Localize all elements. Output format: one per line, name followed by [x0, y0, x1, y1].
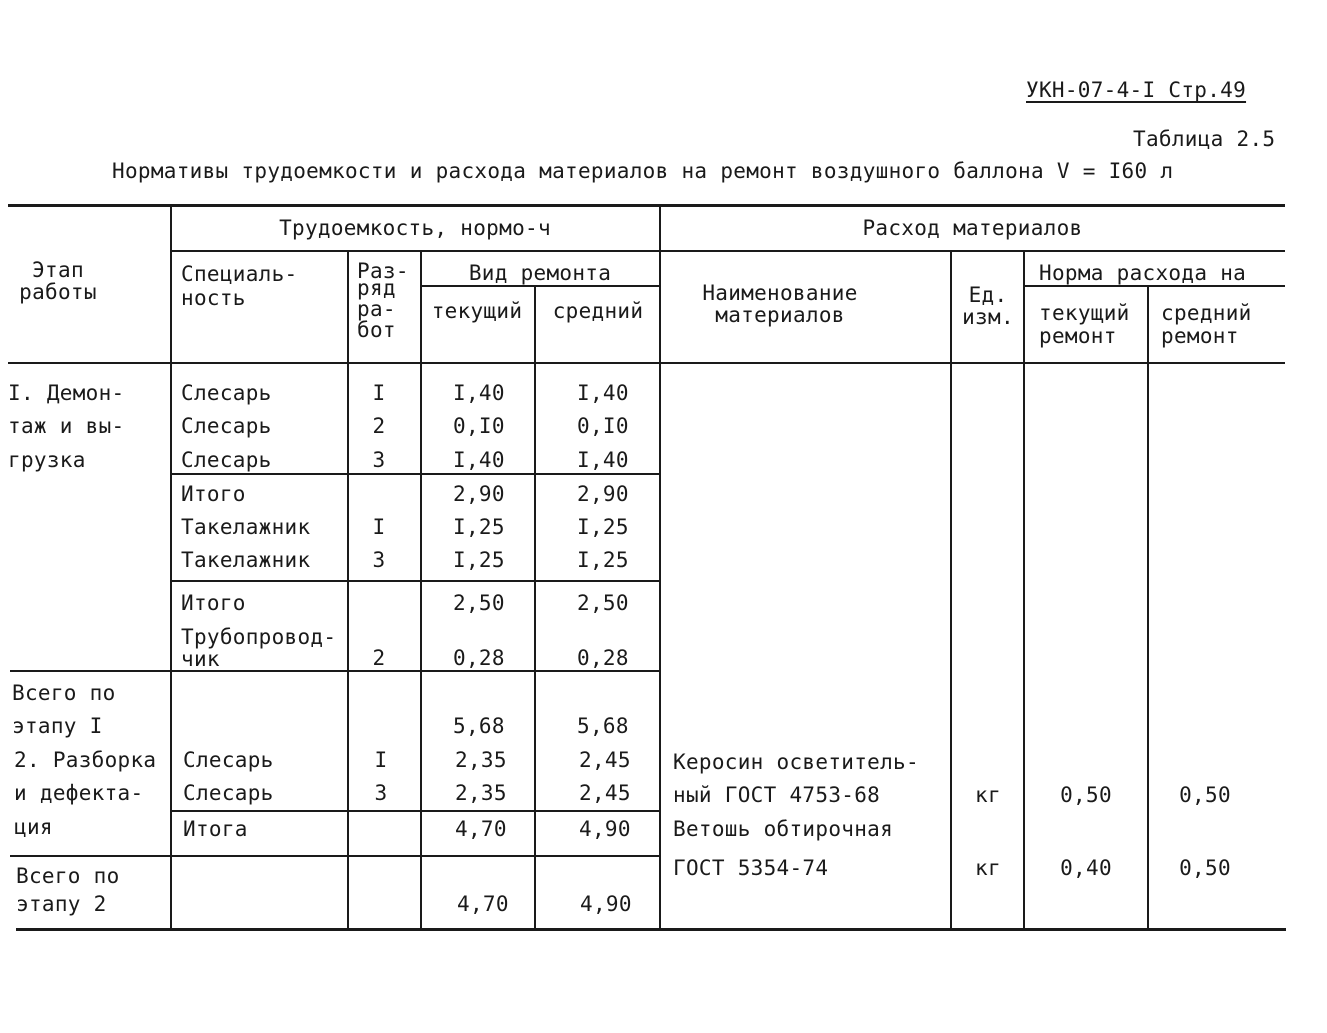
stage1-subtotal2-current: 2,50	[453, 591, 505, 615]
stage1-row2-current: 0,I0	[453, 414, 505, 438]
stage2-subtotal-current: 4,70	[455, 817, 507, 841]
material1-medium: 0,50	[1179, 783, 1231, 807]
stage1-total-medium: 5,68	[577, 714, 629, 738]
stage1-row3-medium: I,40	[577, 448, 629, 472]
stage2-total-medium: 4,90	[580, 892, 632, 916]
stage1-row5-medium: I,25	[577, 548, 629, 572]
header-stage-line2: работы	[19, 280, 97, 304]
stage2-total-current: 4,70	[457, 892, 509, 916]
stage2-row2-spec: Слесарь	[183, 781, 274, 805]
stage2-subtotal-medium: 4,90	[579, 817, 631, 841]
stage2-row2-medium: 2,45	[579, 781, 631, 805]
stage1-row5-current: I,25	[453, 548, 505, 572]
header-grade-line4: бот	[357, 318, 396, 342]
stage1-row4-spec: Такелажник	[181, 515, 311, 539]
stage2-name-line1: 2. Разборка	[14, 748, 157, 772]
stage2-total-label-line2: этапу 2	[16, 892, 107, 916]
stage1-name-line2: таж и вы-	[8, 414, 125, 438]
header-current-repair-line1: текущий	[1039, 301, 1130, 325]
stage1-row6-current: 0,28	[453, 646, 505, 670]
page-header: УКН-07-4-I Стр.49	[1026, 78, 1247, 102]
stage1-row6-spec-line2: чик	[181, 647, 220, 671]
stage1-row2-spec: Слесарь	[181, 414, 272, 438]
header-specialty-line1: Специаль-	[181, 262, 298, 286]
table-number: Таблица 2.5	[1133, 127, 1276, 151]
header-labor-group: Трудоемкость, нормо-ч	[279, 216, 551, 240]
header-current: текущий	[431, 299, 523, 323]
stage1-subtotal1-medium: 2,90	[577, 482, 629, 506]
stage2-row1-spec: Слесарь	[183, 748, 274, 772]
stage2-row1-current: 2,35	[455, 748, 507, 772]
stage2-name-line2: и дефекта-	[14, 781, 144, 805]
stage1-name-line3: грузка	[8, 448, 86, 472]
stage1-total-label-line1: Всего по	[12, 681, 116, 705]
header-material-name-line1: Наименование	[702, 281, 858, 305]
stage1-row6-medium: 0,28	[577, 646, 629, 670]
stage1-row3-spec: Слесарь	[181, 448, 272, 472]
material1-name-line1: Керосин осветитель-	[673, 750, 919, 774]
material2-current: 0,40	[1060, 856, 1112, 880]
table-title: Нормативы трудоемкости и расхода материалов на ремонт воздушного баллона V = I60 л	[112, 159, 1174, 183]
material2-unit: кг	[975, 856, 1001, 880]
material1-current: 0,50	[1060, 783, 1112, 807]
stage1-row1-current: I,40	[453, 381, 505, 405]
header-medium-repair-line2: ремонт	[1161, 324, 1239, 348]
header-medium: средний	[552, 299, 644, 323]
header-specialty-line2: ность	[181, 286, 246, 310]
stage1-row1-medium: I,40	[577, 381, 629, 405]
header-grade-line3: ра-	[357, 297, 396, 321]
stage1-row3-current: I,40	[453, 448, 505, 472]
material1-name-line2: ный ГОСТ 4753-68	[673, 783, 881, 807]
stage2-row1-medium: 2,45	[579, 748, 631, 772]
stage1-row1-spec: Слесарь	[181, 381, 272, 405]
stage1-row4-grade: I	[372, 515, 386, 539]
stage2-row2-grade: 3	[374, 781, 388, 805]
header-current-repair-line2: ремонт	[1039, 324, 1117, 348]
header-medium-repair-line1: средний	[1161, 301, 1252, 325]
header-grade-line1: Раз-	[357, 259, 409, 283]
stage2-row2-current: 2,35	[455, 781, 507, 805]
header-material-name-line2: материалов	[715, 303, 845, 327]
stage1-name-line1: I. Демон-	[8, 381, 125, 405]
stage1-row5-spec: Такелажник	[181, 548, 311, 572]
material2-name-line2: ГОСТ 5354-74	[673, 856, 829, 880]
stage2-row1-grade: I	[374, 748, 388, 772]
stage1-row1-grade: I	[372, 381, 386, 405]
stage1-row2-grade: 2	[372, 414, 386, 438]
stage1-subtotal1-label: Итого	[181, 482, 246, 506]
stage1-subtotal2-medium: 2,50	[577, 591, 629, 615]
material2-medium: 0,50	[1179, 856, 1231, 880]
stage1-row4-medium: I,25	[577, 515, 629, 539]
header-unit-line1: Ед.	[968, 283, 1008, 307]
stage2-name-line3: ция	[14, 815, 53, 839]
stage1-row6-grade: 2	[372, 646, 386, 670]
header-stage-line1: Этап	[32, 258, 84, 282]
header-unit-line2: изм.	[962, 305, 1014, 329]
material2-name-line1: Ветошь обтирочная	[673, 817, 894, 841]
header-grade-line2: ряд	[357, 276, 396, 300]
stage1-total-label-line2: этапу I	[12, 714, 103, 738]
stage2-subtotal-label: Итога	[183, 817, 248, 841]
header-repair-type: Вид ремонта	[468, 261, 612, 285]
stage1-total-current: 5,68	[453, 714, 505, 738]
header-norm-group: Норма расхода на	[1039, 261, 1247, 285]
stage1-row6-spec-line1: Трубопровод-	[181, 625, 337, 649]
stage1-subtotal2-label: Итого	[181, 591, 246, 615]
stage1-row4-current: I,25	[453, 515, 505, 539]
stage1-row3-grade: 3	[372, 448, 386, 472]
stage1-row5-grade: 3	[372, 548, 386, 572]
stage2-total-label-line1: Всего по	[16, 864, 120, 888]
material1-unit: кг	[975, 783, 1001, 807]
stage1-row2-medium: 0,I0	[577, 414, 629, 438]
header-materials-group: Расход материалов	[862, 216, 1083, 240]
stage1-subtotal1-current: 2,90	[453, 482, 505, 506]
